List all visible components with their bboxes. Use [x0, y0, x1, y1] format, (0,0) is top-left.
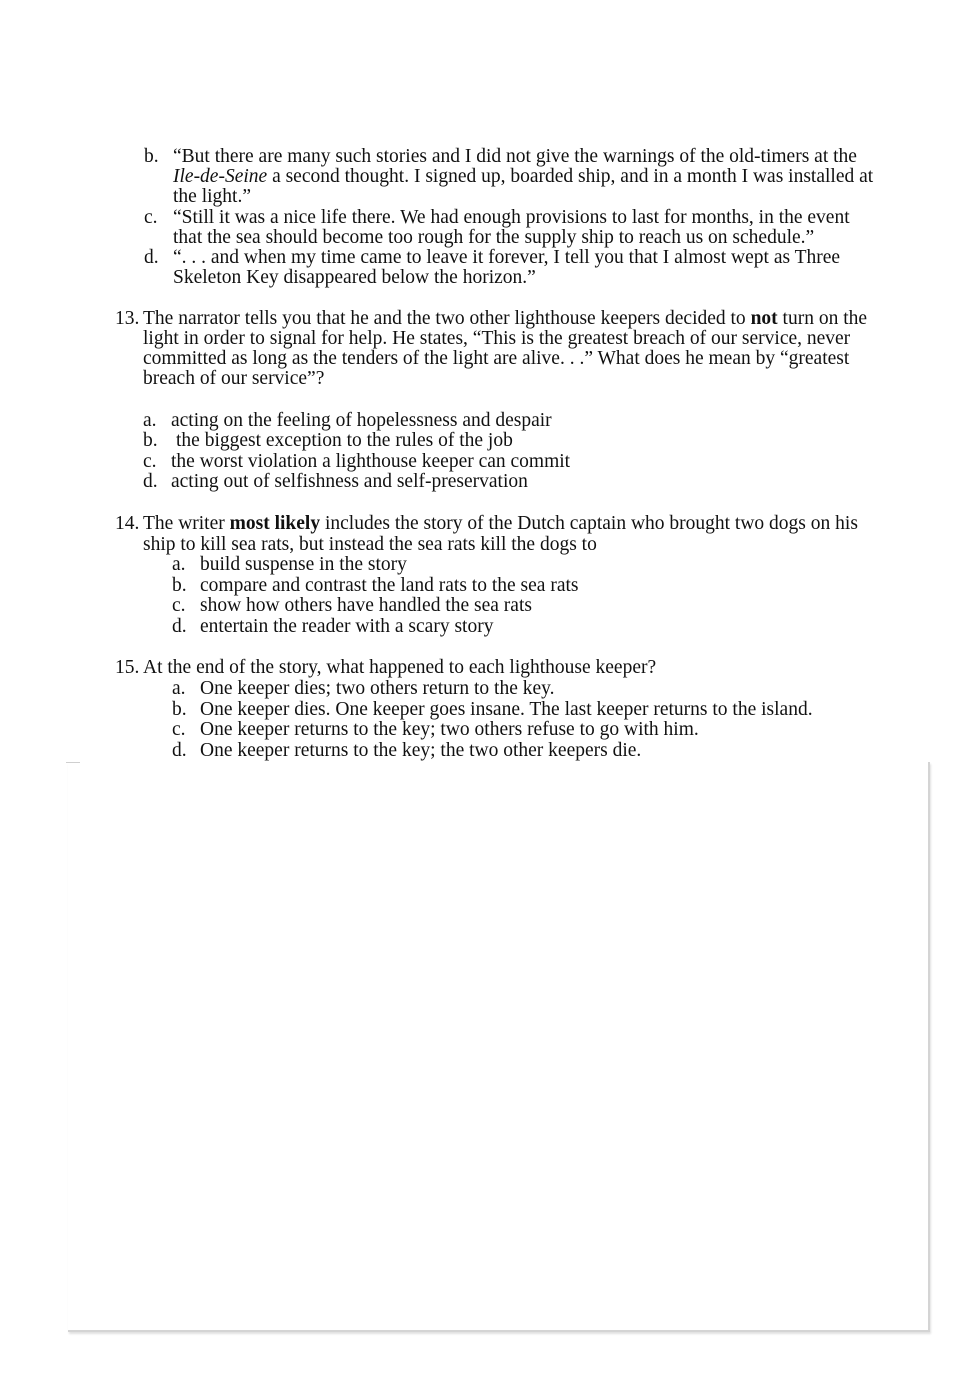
option-text: the biggest exception to the rules of the job: [176, 430, 513, 451]
place-name: Ile-de-Seine: [173, 166, 268, 187]
option-label: d.: [143, 471, 158, 492]
option-text-line: “Still it was a nice life there. We had enough provisions to last for months, in the event: [173, 207, 850, 228]
option-label: c.: [144, 207, 158, 228]
option-text-line: “But there are many such stories and I did not give the warnings of the old-timers at the: [173, 146, 857, 167]
question-text-line: light in order to signal for help. He states, “This is the greatest breach of our service, never: [143, 328, 851, 349]
question-text-line: The narrator tells you that he and the two other lighthouse keepers decided to not turn on the: [143, 308, 868, 329]
option-label: b.: [143, 430, 158, 451]
blank-answer-box: [68, 762, 930, 1332]
option-label: d.: [172, 616, 187, 637]
emphasis: not: [750, 308, 778, 329]
question-text-line: At the end of the story, what happened to each lighthouse keeper?: [143, 657, 657, 678]
option-text: entertain the reader with a scary story: [200, 616, 494, 637]
question-number: 13.: [115, 308, 140, 329]
option-label: c.: [143, 451, 157, 472]
question-number: 14.: [115, 513, 140, 534]
option-text-line: that the sea should become too rough for the supply ship to reach us on schedule.”: [173, 227, 815, 248]
option-text: One keeper returns to the key; two others refuse to go with him.: [200, 719, 699, 740]
option-text: acting out of selfishness and self-preservation: [171, 471, 528, 492]
option-label: a.: [172, 678, 186, 699]
question-text-line: breach of our service”?: [143, 368, 325, 389]
emphasis: most likely: [229, 513, 321, 534]
option-text: compare and contrast the land rats to the sea rats: [200, 575, 579, 596]
option-label: b.: [172, 575, 187, 596]
option-text: One keeper returns to the key; the two other keepers die.: [200, 740, 642, 761]
option-text: One keeper dies; two others return to the key.: [200, 678, 555, 699]
option-label: a.: [143, 410, 157, 431]
option-text: show how others have handled the sea rats: [200, 595, 532, 616]
question-text-line: ship to kill sea rats, but instead the sea rats kill the dogs to: [143, 534, 597, 555]
option-label: c.: [172, 719, 186, 740]
option-text: the worst violation a lighthouse keeper can commit: [171, 451, 571, 472]
option-text-line: “. . . and when my time came to leave it forever, I tell you that I almost wept as Three: [173, 247, 841, 268]
option-label: c.: [172, 595, 186, 616]
option-text: build suspense in the story: [200, 554, 407, 575]
option-label: d.: [144, 247, 159, 268]
option-text-line: the light.”: [173, 186, 251, 207]
question-number: 15.: [115, 657, 140, 678]
option-text: acting on the feeling of hopelessness and despair: [171, 410, 552, 431]
option-label: b.: [172, 699, 187, 720]
option-text: One keeper dies. One keeper goes insane. The last keeper returns to the island.: [200, 699, 813, 720]
option-label: b.: [144, 146, 159, 167]
option-text-line: Skeleton Key disappeared below the horizon.”: [173, 267, 536, 288]
option-label: d.: [172, 740, 187, 761]
question-text-line: committed as long as the tenders of the light are alive. . .” What does he mean by “greatest: [143, 348, 850, 369]
question-text-line: The writer most likely includes the story of the Dutch captain who brought two dogs on his: [143, 513, 858, 534]
option-text-line: Ile-de-Seine a second thought. I signed up, boarded ship, and in a month I was installed at: [173, 166, 874, 187]
option-label: a.: [172, 554, 186, 575]
